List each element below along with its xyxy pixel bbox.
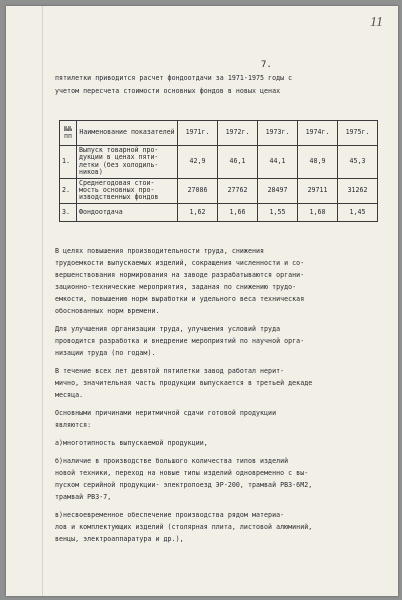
- table-cell: 45,3: [338, 146, 378, 179]
- table-cell: 44,1: [258, 146, 298, 179]
- table-cell: 46,1: [218, 146, 258, 179]
- table-cell: 48,9: [298, 146, 338, 179]
- body-line: месяца.: [55, 391, 84, 399]
- body-line: Для улучшения организации труда, улучшения условий труда: [55, 325, 281, 333]
- table-cell: 1,55: [258, 203, 298, 221]
- row-label-line: Среднегодовая стои-: [79, 178, 155, 187]
- body-line: вершенствования нормирования на заводе разрабатываются органи-: [55, 271, 305, 279]
- row-number: 3.: [60, 203, 77, 221]
- margin-line: [42, 6, 43, 596]
- column-header: 1971г.: [178, 121, 218, 146]
- table-cell: 29711: [298, 178, 338, 203]
- body-line: В целях повышения производительности труда, снижения: [55, 247, 265, 255]
- list-item: пуском серийной продукции- электропоезд ЭР-200, трамвай РВЗ-6М2,: [55, 481, 313, 489]
- table-cell: 1,45: [338, 203, 378, 221]
- body-line: зационно-технические мероприятия, заданая по снижению трудо-: [55, 283, 297, 291]
- body-line: трудоемкости выпускаемых изделий, сокращения численности и со-: [55, 259, 305, 267]
- list-item: лов и комплектующих изделий (столярная плита, листовой алюминий,: [55, 523, 313, 531]
- folio-number: 11: [370, 15, 383, 30]
- table-cell: 31262: [338, 178, 378, 203]
- document-page: [6, 6, 398, 596]
- table-cell: 27086: [178, 178, 218, 203]
- table-row: [60, 146, 378, 179]
- intro-line: пятилетки приводится расчет фондоотдачи за 1971-1975 годы с: [55, 74, 293, 82]
- list-item: б)наличие в производстве большого количества типов изделий: [55, 457, 289, 465]
- row-label-line: Выпуск товарной про-: [79, 146, 159, 154]
- row-label: [77, 146, 178, 179]
- page-number: 7.: [261, 60, 272, 70]
- list-item: трамвай РВЗ-7,: [55, 493, 112, 501]
- body-line: проводится разработка и внедрение мероприятий по научной орга-: [55, 337, 305, 345]
- column-header: 1974г.: [298, 121, 338, 146]
- column-header: Наименование показателей: [77, 121, 178, 146]
- table-cell: 1,62: [178, 203, 218, 221]
- row-label-line: дукции в ценах пяти-: [79, 153, 159, 162]
- row-label-line: мость основных про-: [79, 186, 155, 195]
- body-line: емкости, повышению норм выработки и удельного веса техническая: [55, 295, 305, 303]
- row-label: [77, 178, 178, 203]
- intro-line: учетом пересчета стоимости основных фондов в новых ценах: [55, 87, 281, 95]
- list-item: новой техники, переход на новые типы изделий одновременно с вы-: [55, 469, 309, 477]
- column-header: 1973г.: [258, 121, 298, 146]
- table-cell: 1,66: [218, 203, 258, 221]
- list-item: венцы, электроаппаратура и др.),: [55, 535, 184, 543]
- row-label: [77, 203, 178, 221]
- row-number: 2.: [60, 178, 77, 203]
- body-line: Основными причинами неритмичной сдачи готовой продукции: [55, 409, 277, 417]
- body-line: являются:: [55, 421, 92, 429]
- body-line: низации труда (по годам).: [55, 349, 156, 357]
- table-cell: 1,68: [298, 203, 338, 221]
- row-label-line: ников): [79, 168, 103, 177]
- list-item: в)несвоевременное обеспечение производства рядом материа-: [55, 511, 285, 519]
- table-cell: 42,9: [178, 146, 218, 179]
- body-line: мично, значительная часть продукции выпускается в третьей декаде: [55, 379, 313, 387]
- column-header: №№ пп: [60, 121, 77, 146]
- table-cell: 28497: [258, 178, 298, 203]
- data-table: [59, 120, 378, 222]
- column-header: 1975г.: [338, 121, 378, 146]
- table-row: [60, 178, 378, 203]
- list-item: а)многотипность выпускаемой продукции,: [55, 439, 208, 447]
- table-row: [60, 203, 378, 221]
- table-header-row: [60, 121, 378, 146]
- body-line: обоснованных норм времени.: [55, 307, 160, 315]
- row-number: 1.: [60, 146, 77, 179]
- row-label-line: Фондоотдача: [79, 207, 123, 216]
- body-line: В течение всех лет девятой пятилетки завод работал нерит-: [55, 367, 285, 375]
- row-label-line: изводственных фондов: [79, 193, 159, 202]
- row-label-line: летки (без холодиль-: [79, 160, 159, 169]
- table-cell: 27762: [218, 178, 258, 203]
- column-header: 1972г.: [218, 121, 258, 146]
